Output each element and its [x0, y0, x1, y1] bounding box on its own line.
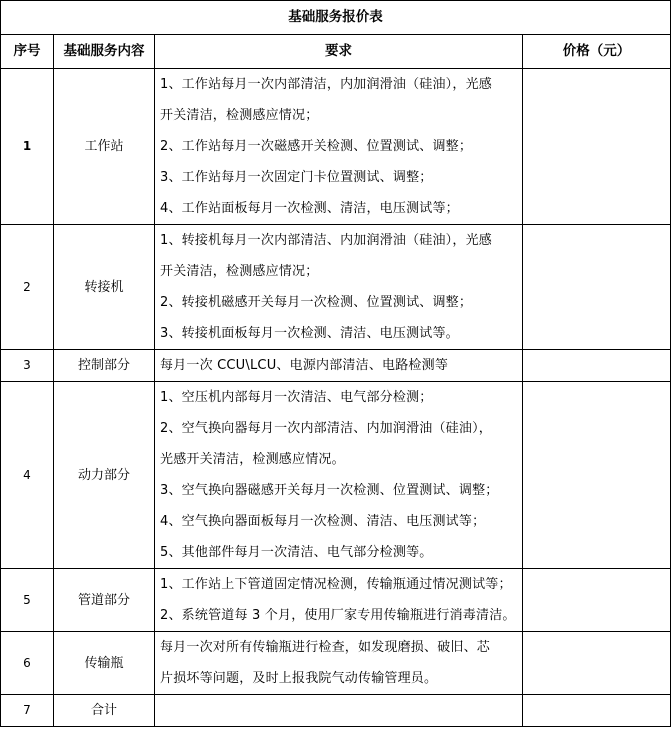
row-price[interactable]	[523, 69, 671, 225]
row-item: 控制部分	[54, 350, 155, 382]
table-row	[1, 569, 671, 632]
row-requirement	[155, 225, 523, 350]
row-requirement	[155, 695, 523, 727]
row-no: 7	[1, 695, 54, 727]
requirement-line: 4、空气换向器面板每月一次检测、清洁、电压测试等；	[160, 514, 486, 529]
row-requirement	[155, 569, 523, 632]
requirement-line: 3、工作站每月一次固定门卡位置测试、调整；	[160, 170, 433, 185]
requirement-line: 2、空气换向器每月一次内部清洁、内加润滑油（硅油），	[160, 421, 492, 436]
row-item: 转接机	[54, 225, 155, 350]
header-row	[1, 35, 671, 69]
row-requirement	[155, 382, 523, 569]
requirement-line: 1、空压机内部每月一次清洁、电气部分检测；	[160, 390, 433, 405]
requirement-line: 5、其他部件每月一次清洁、电气部分检测等。	[160, 545, 433, 560]
row-requirement	[155, 69, 523, 225]
table-row	[1, 69, 671, 225]
requirement-line: 2、系统管道每 3 个月，使用厂家专用传输瓶进行消毒清洁。	[160, 608, 516, 623]
row-no: 5	[1, 569, 54, 632]
requirement-line: 1、转接机每月一次内部清洁、内加润滑油（硅油），光感	[160, 233, 492, 248]
row-item: 动力部分	[54, 382, 155, 569]
requirement-line: 1、工作站上下管道固定情况检测，传输瓶通过情况测试等；	[160, 577, 512, 592]
row-price[interactable]	[523, 225, 671, 350]
row-no: 3	[1, 350, 54, 382]
row-requirement	[155, 632, 523, 695]
requirement-line: 每月一次对所有传输瓶进行检查，如发现磨损、破旧、芯	[160, 640, 491, 655]
header-item: 基础服务内容	[54, 35, 155, 69]
row-item: 工作站	[54, 69, 155, 225]
requirement-line: 光感开关清洁，检测感应情况。	[160, 452, 345, 467]
row-item: 传输瓶	[54, 632, 155, 695]
requirement-line: 1、工作站每月一次内部清洁，内加润滑油（硅油），光感	[160, 77, 492, 92]
requirement-line: 2、工作站每月一次磁感开关检测、位置测试、调整；	[160, 139, 473, 154]
header-no: 序号	[1, 35, 54, 69]
table-row	[1, 350, 671, 382]
table-row	[1, 382, 671, 569]
requirement-line: 片损坏等问题，及时上报我院气动传输管理员。	[160, 671, 438, 686]
row-requirement	[155, 350, 523, 382]
requirement-line: 4、工作站面板每月一次检测、清洁，电压测试等；	[160, 201, 459, 216]
header-requirement: 要求	[155, 35, 523, 69]
row-no: 1	[1, 69, 54, 225]
table-row	[1, 225, 671, 350]
row-item: 合计	[54, 695, 155, 727]
row-item: 管道部分	[54, 569, 155, 632]
requirement-line: 2、转接机磁感开关每月一次检测、位置测试、调整；	[160, 295, 473, 310]
header-price: 价格（元）	[523, 35, 671, 69]
row-no: 4	[1, 382, 54, 569]
title-row	[1, 1, 671, 35]
row-price[interactable]	[523, 382, 671, 569]
table-row	[1, 695, 671, 727]
row-price[interactable]	[523, 632, 671, 695]
requirement-line: 3、转接机面板每月一次检测、清洁、电压测试等。	[160, 326, 459, 341]
requirement-line: 开关清洁，检测感应情况；	[160, 264, 319, 279]
requirement-line: 3、空气换向器磁感开关每月一次检测、位置测试、调整；	[160, 483, 499, 498]
row-price[interactable]	[523, 350, 671, 382]
row-no: 2	[1, 225, 54, 350]
requirement-line: 开关清洁，检测感应情况；	[160, 108, 319, 123]
requirement-line: 每月一次 CCU\LCU、电源内部清洁、电路检测等	[160, 358, 449, 373]
table-title: 基础服务报价表	[1, 1, 671, 35]
row-price[interactable]	[523, 695, 671, 727]
row-price[interactable]	[523, 569, 671, 632]
row-no: 6	[1, 632, 54, 695]
table-row	[1, 632, 671, 695]
